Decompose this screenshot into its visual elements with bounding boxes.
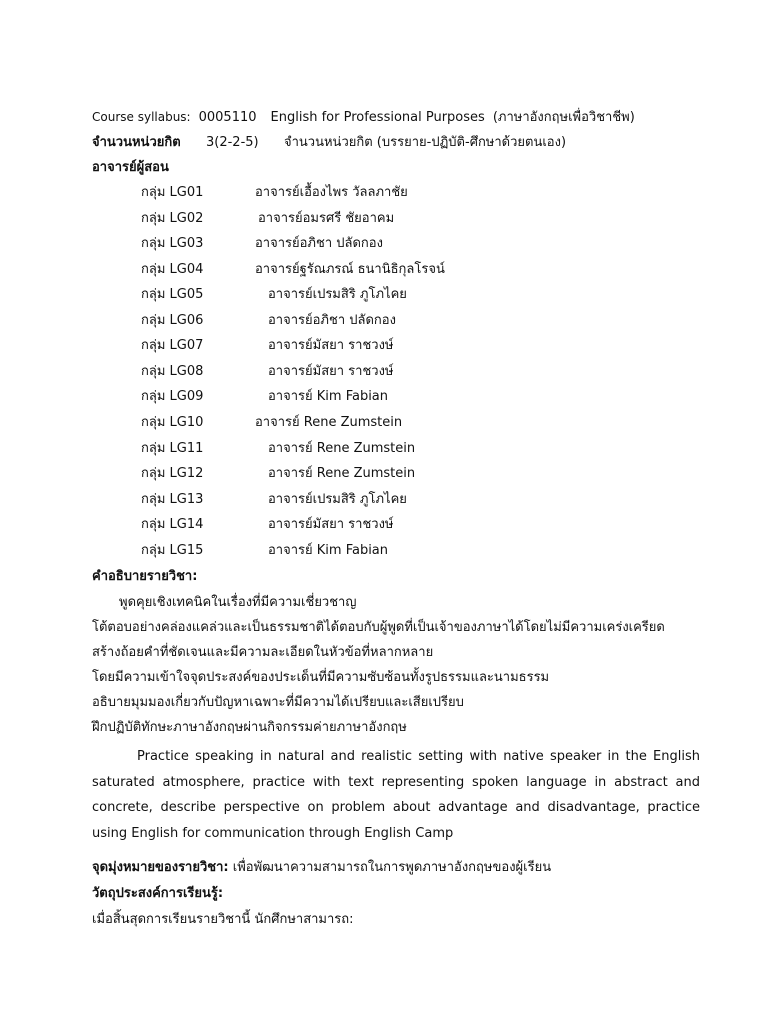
group-code: กลุ่ม LG02 bbox=[141, 211, 204, 226]
group-code: กลุ่ม LG07 bbox=[141, 338, 204, 353]
credits-line bbox=[92, 134, 567, 152]
group-code: กลุ่ม LG13 bbox=[141, 492, 204, 507]
instructor-name: อาจารย์ Kim Fabian bbox=[268, 389, 389, 404]
group-code: กลุ่ม LG15 bbox=[141, 543, 204, 558]
description-thai-line: พูดคุยเชิงเทคนิคในเรื่องที่มีความเชี่ยวชาญ bbox=[119, 595, 357, 610]
instructor-name: อาจารย์ Rene Zumstein bbox=[268, 466, 416, 481]
instructor-name: อาจารย์เปรมสิริ ภูโภไคย bbox=[268, 492, 407, 507]
group-code: กลุ่ม LG05 bbox=[141, 287, 204, 302]
instructor-name: อาจารย์เปรมสิริ ภูโภไคย bbox=[268, 287, 407, 302]
instructor-name: อาจารย์มัสยา ราชวงษ์ bbox=[268, 364, 394, 379]
group-code: กลุ่ม LG03 bbox=[141, 236, 204, 251]
group-code: กลุ่ม LG01 bbox=[141, 185, 204, 200]
description-thai-line: โต้ตอบอย่างคล่องแคล่วและเป็นธรรมชาติได้ตอบกับผู้พูดที่เป็นเจ้าของภาษาได้โดยไม่มีความเคร่งเครียด bbox=[92, 620, 665, 635]
instructor-name: อาจารย์ Kim Fabian bbox=[268, 543, 389, 558]
instructor-name: อาจารย์อมรศรี ชัยอาคม bbox=[258, 211, 395, 226]
credits-value: 3(2-2-5) bbox=[206, 135, 259, 150]
instructor-name: อาจารย์มัสยา ราชวงษ์ bbox=[268, 338, 394, 353]
group-code: กลุ่ม LG06 bbox=[141, 313, 204, 328]
group-code: กลุ่ม LG12 bbox=[141, 466, 204, 481]
instructor-name: อาจารย์อภิชา ปลัดกอง bbox=[255, 236, 383, 251]
objectives-intro: เมื่อสิ้นสุดการเรียนรายวิชานี้ นักศึกษาสามารถ: bbox=[92, 912, 354, 927]
instructor-name: อาจารย์เอื้องไพร วัลลภาชัย bbox=[255, 185, 408, 200]
instructor-name: อาจารย์มัสยา ราชวงษ์ bbox=[268, 517, 394, 532]
instructor-name: อาจารย์ฐรัณภรณ์ ธนานิธิกุลโรจน์ bbox=[255, 262, 445, 277]
group-code: กลุ่ม LG08 bbox=[141, 364, 204, 379]
instructor-name: อาจารย์ Rene Zumstein bbox=[268, 441, 416, 456]
course-title-line bbox=[92, 108, 635, 127]
credits-description: จำนวนหน่วยกิต (บรรยาย-ปฏิบัติ-ศึกษาด้วยตนเอง) bbox=[284, 135, 567, 150]
aim-line bbox=[92, 859, 551, 877]
group-code: กลุ่ม LG10 bbox=[141, 415, 204, 430]
instructor-name: อาจารย์อภิชา ปลัดกอง bbox=[268, 313, 396, 328]
instructors-heading: อาจารย์ผู้สอน bbox=[92, 160, 169, 175]
group-code: กลุ่ม LG09 bbox=[141, 389, 204, 404]
description-thai-line: สร้างถ้อยคำที่ชัดเจนและมีความละเอียดในหัวข้อที่หลากหลาย bbox=[92, 645, 434, 660]
credits-label: จำนวนหน่วยกิต bbox=[92, 135, 181, 150]
aim-label: จุดมุ่งหมายของรายวิชา: bbox=[92, 860, 229, 875]
course-code: 0005110 bbox=[198, 110, 257, 125]
course-name: English for Professional Purposes bbox=[270, 110, 485, 125]
group-code: กลุ่ม LG04 bbox=[141, 262, 204, 277]
group-code: กลุ่ม LG14 bbox=[141, 517, 204, 532]
course-thai-name: (ภาษาอังกฤษเพื่อวิชาชีพ) bbox=[492, 110, 635, 125]
objectives-heading: วัตถุประสงค์การเรียนรู้: bbox=[92, 886, 224, 901]
description-heading: คำอธิบายรายวิชา: bbox=[92, 569, 198, 584]
group-code: กลุ่ม LG11 bbox=[141, 441, 204, 456]
description-thai-line: โดยมีความเข้าใจจุดประสงค์ของประเด็นที่มีความซับซ้อนทั้งรูปธรรมและนามธรรม bbox=[92, 670, 550, 685]
description-thai-line: อธิบายมุมมองเกี่ยวกับปัญหาเฉพาะที่มีความได้เปรียบและเสียเปรียบ bbox=[92, 695, 464, 710]
instructor-name: อาจารย์ Rene Zumstein bbox=[255, 415, 403, 430]
course-syllabus-label: Course syllabus: bbox=[92, 110, 191, 124]
aim-text: เพื่อพัฒนาความสามารถในการพูดภาษาอังกฤษของผู้เรียน bbox=[232, 860, 552, 875]
description-english-paragraph: Practice speaking in natural and realistic setting with native speaker in the English saturated atmosphere, practice with text representing spoken language in abstract and concrete, describe perspective on problem about advantage and disadvantage, practice using English for communication through English Camp bbox=[92, 749, 700, 841]
description-thai-line: ฝึกปฏิบัติทักษะภาษาอังกฤษผ่านกิจกรรมค่ายภาษาอังกฤษ bbox=[92, 720, 407, 735]
